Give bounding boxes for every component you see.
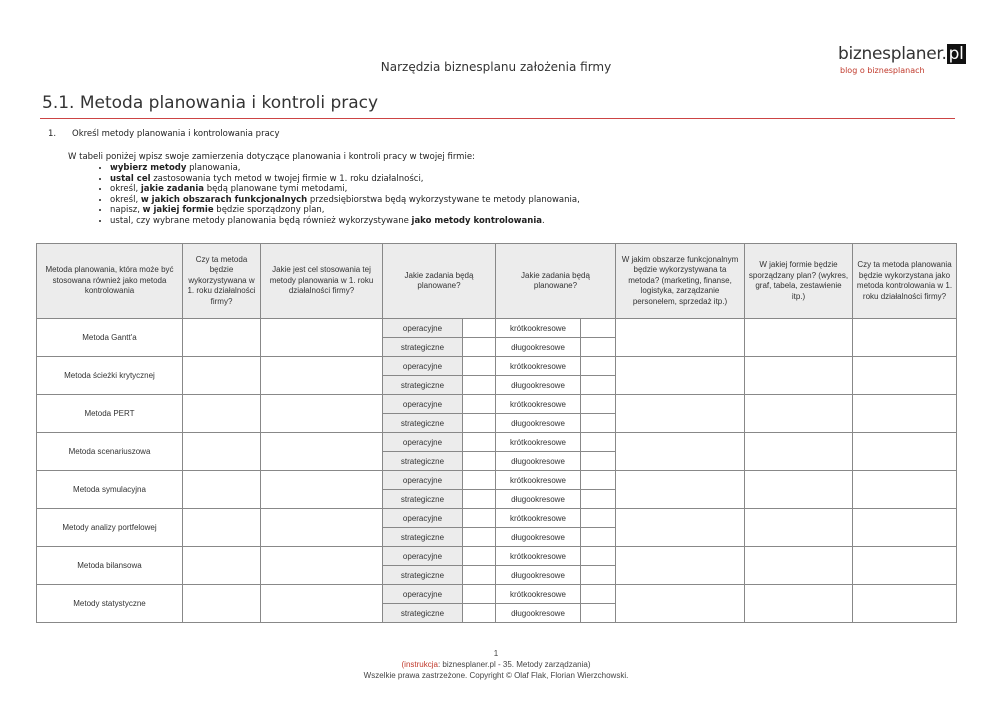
task-term-answer-cell[interactable]	[581, 509, 616, 528]
purpose-cell[interactable]	[261, 319, 383, 357]
purpose-cell[interactable]	[261, 547, 383, 585]
method-name: Metoda bilansowa	[37, 547, 183, 585]
instruction-item: • ustal, czy wybrane metody planowania będą również wykorzystywane jako metody kontrolowania.	[110, 216, 580, 227]
task-type-answer-cell[interactable]	[463, 471, 496, 490]
task-term-label: długookresowe	[496, 452, 581, 471]
planning-methods-table	[36, 243, 957, 623]
used-first-year-cell[interactable]	[183, 471, 261, 509]
used-first-year-cell[interactable]	[183, 357, 261, 395]
header-purpose: Jakie jest cel stosowania tej metody planowania w 1. roku działalności firmy?	[261, 244, 383, 319]
task-term-answer-cell[interactable]	[581, 528, 616, 547]
header-task-type: Jakie zadania będą planowane?	[383, 244, 496, 319]
table-header-row	[37, 244, 957, 319]
purpose-cell[interactable]	[261, 395, 383, 433]
table-row	[37, 547, 957, 566]
task-term-label: długookresowe	[496, 414, 581, 433]
task-type-answer-cell[interactable]	[463, 433, 496, 452]
instruction-source: (instrukcja: biznesplaner.pl - 35. Metody zarządzania)	[401, 660, 591, 669]
task-type-answer-cell[interactable]	[463, 547, 496, 566]
question-text: Określ metody planowania i kontrolowania pracy	[72, 129, 280, 139]
used-as-control-cell[interactable]	[853, 509, 957, 547]
table-row	[37, 395, 957, 414]
task-term-answer-cell[interactable]	[581, 490, 616, 509]
plan-form-cell[interactable]	[745, 395, 853, 433]
biznesplaner-logo[interactable]	[838, 44, 966, 75]
method-name: Metoda ścieżki krytycznej	[37, 357, 183, 395]
document-header-title: Narzędzia biznesplanu założenia firmy	[380, 60, 612, 74]
plan-form-cell[interactable]	[745, 357, 853, 395]
header-used-first-year: Czy ta metoda będzie wykorzystywana w 1. roku działalności firmy?	[183, 244, 261, 319]
functional-area-cell[interactable]	[616, 319, 745, 357]
header-functional-area: W jakim obszarze funkcjonalnym będzie wykorzystywana ta metoda? (marketing, finanse, logistyka, zarządzanie personelem, sprzedaż itp.)	[616, 244, 745, 319]
task-term-label: długookresowe	[496, 528, 581, 547]
used-first-year-cell[interactable]	[183, 509, 261, 547]
table-row	[37, 357, 957, 376]
task-type-label: operacyjne	[383, 509, 463, 528]
plan-form-cell[interactable]	[745, 433, 853, 471]
task-type-label: strategiczne	[383, 414, 463, 433]
header-plan-form: W jakiej formie będzie sporządzany plan? (wykres, graf, tabela, zestawienie itp.)	[745, 244, 853, 319]
functional-area-cell[interactable]	[616, 547, 745, 585]
task-term-answer-cell[interactable]	[581, 395, 616, 414]
task-type-answer-cell[interactable]	[463, 319, 496, 338]
task-term-label: krótkookresowe	[496, 585, 581, 604]
copyright-notice: Wszelkie prawa zastrzeżone. Copyright © Olaf Flak, Florian Wierzchowski.	[363, 671, 629, 680]
task-term-answer-cell[interactable]	[581, 471, 616, 490]
used-as-control-cell[interactable]	[853, 471, 957, 509]
question-number: 1.	[48, 129, 57, 139]
task-term-label: długookresowe	[496, 376, 581, 395]
used-as-control-cell[interactable]	[853, 395, 957, 433]
plan-form-cell[interactable]	[745, 319, 853, 357]
task-type-answer-cell[interactable]	[463, 395, 496, 414]
task-type-answer-cell[interactable]	[463, 376, 496, 395]
used-first-year-cell[interactable]	[183, 395, 261, 433]
logo-tagline: blog o biznesplanach	[840, 66, 925, 75]
used-as-control-cell[interactable]	[853, 433, 957, 471]
used-first-year-cell[interactable]	[183, 547, 261, 585]
used-as-control-cell[interactable]	[853, 547, 957, 585]
task-term-answer-cell[interactable]	[581, 604, 616, 623]
task-term-answer-cell[interactable]	[581, 357, 616, 376]
task-term-label: długookresowe	[496, 604, 581, 623]
used-as-control-cell[interactable]	[853, 319, 957, 357]
table-body	[37, 319, 957, 623]
task-type-answer-cell[interactable]	[463, 357, 496, 376]
task-term-answer-cell[interactable]	[581, 319, 616, 338]
instruction-item: • wybierz metody planowania,	[110, 163, 580, 174]
instructions-intro: W tabeli poniżej wpisz swoje zamierzenia dotyczące planowania i kontroli pracy w twojej firmie:	[68, 152, 475, 162]
task-type-label: operacyjne	[383, 585, 463, 604]
task-type-label: strategiczne	[383, 528, 463, 547]
functional-area-cell[interactable]	[616, 357, 745, 395]
task-term-answer-cell[interactable]	[581, 566, 616, 585]
method-name: Metody analizy portfelowej	[37, 509, 183, 547]
task-type-label: operacyjne	[383, 395, 463, 414]
task-type-answer-cell[interactable]	[463, 452, 496, 471]
instruction-item: • określ, jakie zadania będą planowane tymi metodami,	[110, 184, 580, 195]
task-type-label: strategiczne	[383, 376, 463, 395]
task-term-label: krótkookresowe	[496, 433, 581, 452]
table-row	[37, 433, 957, 452]
table-row	[37, 509, 957, 528]
task-term-answer-cell[interactable]	[581, 433, 616, 452]
header-method: Metoda planowania, która może być stosowana również jako metoda kontrolowania	[37, 244, 183, 319]
task-term-label: krótkookresowe	[496, 509, 581, 528]
method-name: Metoda Gantt'a	[37, 319, 183, 357]
functional-area-cell[interactable]	[616, 585, 745, 623]
task-type-answer-cell[interactable]	[463, 566, 496, 585]
logo-text: biznesplaner. pl	[838, 44, 964, 64]
purpose-cell[interactable]	[261, 509, 383, 547]
page-footer	[0, 648, 992, 681]
method-name: Metoda scenariuszowa	[37, 433, 183, 471]
functional-area-cell[interactable]	[616, 471, 745, 509]
functional-area-cell[interactable]	[616, 509, 745, 547]
plan-form-cell[interactable]	[745, 547, 853, 585]
task-type-answer-cell[interactable]	[463, 528, 496, 547]
task-term-answer-cell[interactable]	[581, 414, 616, 433]
task-type-label: operacyjne	[383, 319, 463, 338]
task-term-label: krótkookresowe	[496, 395, 581, 414]
table-row	[37, 319, 957, 338]
task-type-answer-cell[interactable]	[463, 509, 496, 528]
task-term-answer-cell[interactable]	[581, 547, 616, 566]
page-number: 1	[493, 649, 499, 658]
task-term-answer-cell[interactable]	[581, 338, 616, 357]
task-type-label: operacyjne	[383, 547, 463, 566]
functional-area-cell[interactable]	[616, 395, 745, 433]
section-title: 5.1. Metoda planowania i kontroli pracy	[42, 93, 379, 113]
task-term-answer-cell[interactable]	[581, 452, 616, 471]
method-name: Metoda symulacyjna	[37, 471, 183, 509]
task-term-answer-cell[interactable]	[581, 376, 616, 395]
purpose-cell[interactable]	[261, 357, 383, 395]
used-first-year-cell[interactable]	[183, 585, 261, 623]
task-type-label: strategiczne	[383, 604, 463, 623]
task-type-answer-cell[interactable]	[463, 490, 496, 509]
task-term-label: krótkookresowe	[496, 319, 581, 338]
task-type-label: strategiczne	[383, 490, 463, 509]
task-type-answer-cell[interactable]	[463, 338, 496, 357]
functional-area-cell[interactable]	[616, 433, 745, 471]
plan-form-cell[interactable]	[745, 585, 853, 623]
used-as-control-cell[interactable]	[853, 585, 957, 623]
task-type-answer-cell[interactable]	[463, 585, 496, 604]
header-task-term: Jakie zadania będą planowane?	[496, 244, 616, 319]
method-name: Metody statystyczne	[37, 585, 183, 623]
task-term-label: krótkookresowe	[496, 547, 581, 566]
task-term-label: krótkookresowe	[496, 357, 581, 376]
plan-form-cell[interactable]	[745, 509, 853, 547]
used-as-control-cell[interactable]	[853, 357, 957, 395]
task-type-label: strategiczne	[383, 338, 463, 357]
instruction-item: • napisz, w jakiej formie będzie sporządzony plan,	[110, 205, 580, 216]
table-row	[37, 585, 957, 604]
task-type-answer-cell[interactable]	[463, 414, 496, 433]
task-type-answer-cell[interactable]	[463, 604, 496, 623]
used-first-year-cell[interactable]	[183, 433, 261, 471]
task-term-answer-cell[interactable]	[581, 585, 616, 604]
task-type-label: operacyjne	[383, 433, 463, 452]
plan-form-cell[interactable]	[745, 471, 853, 509]
task-type-label: strategiczne	[383, 452, 463, 471]
task-term-label: długookresowe	[496, 566, 581, 585]
header-used-as-control: Czy ta metoda planowania będzie wykorzystana jako metoda kontrolowania w 1. roku działalności firmy?	[853, 244, 957, 319]
task-term-label: długookresowe	[496, 490, 581, 509]
task-term-label: krótkookresowe	[496, 471, 581, 490]
section-divider	[40, 118, 955, 119]
instruction-item: • ustal cel zastosowania tych metod w twojej firmie w 1. roku działalności,	[110, 174, 580, 185]
task-type-label: operacyjne	[383, 471, 463, 490]
task-type-label: strategiczne	[383, 566, 463, 585]
used-first-year-cell[interactable]	[183, 319, 261, 357]
method-name: Metoda PERT	[37, 395, 183, 433]
purpose-cell[interactable]	[261, 433, 383, 471]
task-term-label: długookresowe	[496, 338, 581, 357]
purpose-cell[interactable]	[261, 585, 383, 623]
table-row	[37, 471, 957, 490]
instructions-list	[86, 163, 580, 227]
task-type-label: operacyjne	[383, 357, 463, 376]
instruction-item: • określ, w jakich obszarach funkcjonalnych przedsiębiorstwa będą wykorzystywane te metody planowania,	[110, 195, 580, 206]
purpose-cell[interactable]	[261, 471, 383, 509]
